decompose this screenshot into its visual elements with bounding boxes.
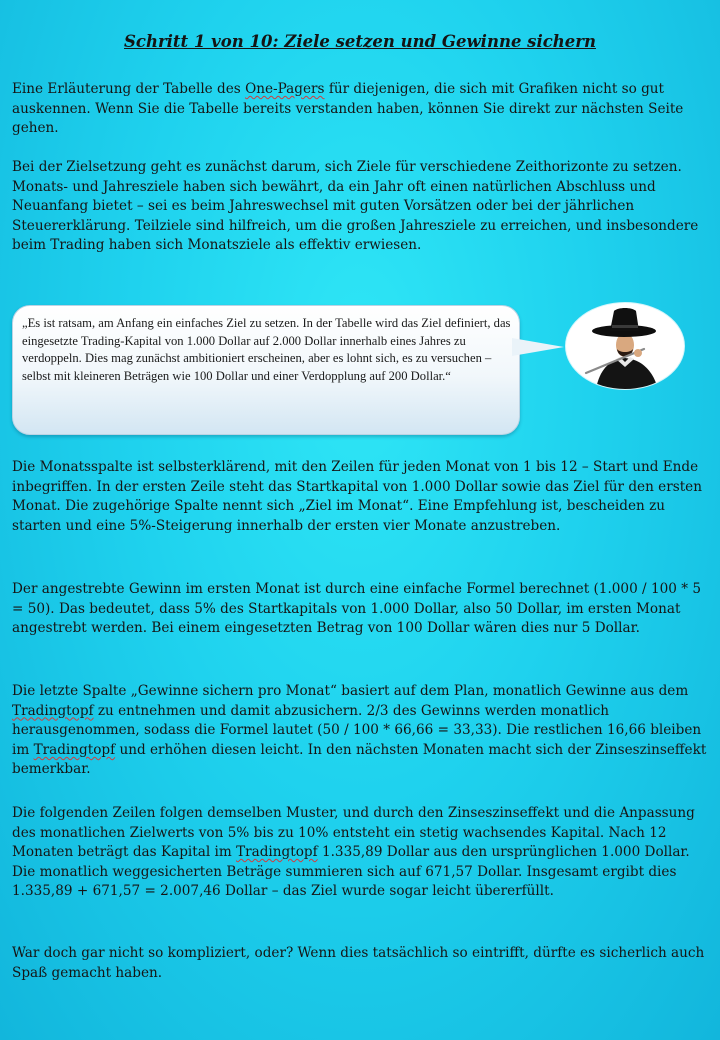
following-text-a: Die folgenden Zeilen folgen demselben Muster, und durch den Zinseszinseffekt und die Anpassung des monatlichen Zielwerts von 5% bis zu 10% entsteht ein stetig wachsendes Kapital. Nach 12 Monaten beträgt das Kapital im [12, 805, 695, 861]
secure-text-b: zu entnehmen und damit abzusichern. 2/3 des Gewinns werden monatlich herausgenommen, sodass die Formel lautet (50 / 100 * 66,66 = 33,33). Die restlichen 16,66 bleiben im [12, 702, 702, 758]
intro-paragraph [12, 80, 712, 139]
goals-paragraph: Bei der Zielsetzung geht es zunächst darum, sich Ziele für verschiedene Zeithorizonte zu setzen. Monats- und Jahresziele haben sich bewährt, da ein Jahr oft einen natürlichen Abschluss und Neuanfang bietet – sei es beim Jahreswechsel mit guten Vorsätzen oder bei der jährlichen Steuererklärung. Teilziele sind hilfreich, um die großen Jahresziele zu erreichen, und insbesondere beim Trading haben sich Monatsziele als effektiv erwiesen. [12, 159, 699, 254]
spellcheck-word-tradingtopf: Tradingtopf [236, 844, 318, 861]
intro-spellcheck-word: One-Pagers [245, 81, 325, 97]
closing-paragraph: War doch gar nicht so kompliziert, oder? Wenn dies tatsächlich so eintrifft, dürfte es sicherlich auch Spaß gemacht haben. [12, 945, 705, 981]
quote-text: „Es ist ratsam, am Anfang ein einfaches Ziel zu setzen. In der Tabelle wird das Ziel definiert, das eingesetzte Trading-Kapital von 1.000 Dollar auf 2.000 Dollar innerhalb eines Jahres zu verdoppeln. Dies mag zunächst ambitioniert erscheinen, aber es lohnt sich, es zu versuchen – selbst mit kleineren Beträgen wie 100 Dollar und einer Verdopplung auf 200 Dollar.“ [22, 316, 511, 383]
intro-text-start: Eine Erläuterung der Tabelle des [12, 81, 246, 97]
spellcheck-word-tradingtopf: Tradingtopf [33, 741, 116, 758]
man-with-hat-illustration [566, 303, 684, 389]
following-rows-paragraph [12, 804, 712, 902]
speech-bubble-tail [512, 338, 564, 356]
intro-text-rest: für diejenigen, die sich mit Grafiken nicht so gut auskennen. Wenn Sie die Tabelle bereits verstanden haben, können Sie direkt zur nächsten Seite gehen. [12, 81, 684, 137]
man-with-hat-icon [566, 303, 684, 389]
spellcheck-word-tradingtopf: Tradingtopf [12, 702, 94, 719]
page-title: Schritt 1 von 10: Ziele setzen und Gewinne sichern [124, 32, 596, 51]
secure-text-c: und erhöhen diesen leicht. In den nächsten Monaten macht sich der Zinseszinseffekt bemerkbar. [12, 741, 707, 778]
secure-text-a: Die letzte Spalte „Gewinne sichern pro Monat“ basiert auf dem Plan, monatlich Gewinne aus dem [12, 683, 689, 699]
following-text-b: 1.335,89 Dollar aus den ursprünglichen 1.000 Dollar. Die monatlich weggesicherten Beträge summieren sich auf 671,57 Dollar. Insgesamt ergibt dies 1.335,89 + 671,57 = 2.007,46 Dollar – das Ziel wurde sogar leicht übererfüllt. [12, 844, 690, 900]
profit-formula-paragraph: Der angestrebte Gewinn im ersten Monat ist durch eine einfache Formel berechnet (1.000 / 100 * 5 = 50). Das bedeutet, dass 5% des Startkapitals von 1.000 Dollar, also 50 Dollar, im ersten Monat angestrebt werden. Bei einem eingesetzten Betrag von 100 Dollar wären dies nur 5 Dollar. [12, 581, 701, 637]
secure-profits-paragraph [12, 682, 712, 780]
month-column-paragraph: Die Monatsspalte ist selbsterklärend, mit den Zeilen für jeden Monat von 1 bis 12 – Start und Ende inbegriffen. In der ersten Zeile steht das Startkapital von 1.000 Dollar sowie das Ziel für den ersten Monat. Die zugehörige Spalte nennt sich „Ziel im Monat“. Eine Empfehlung ist, bescheiden zu starten und eine 5%-Steigerung innerhalb der ersten vier Monate anzustreben. [12, 459, 702, 534]
